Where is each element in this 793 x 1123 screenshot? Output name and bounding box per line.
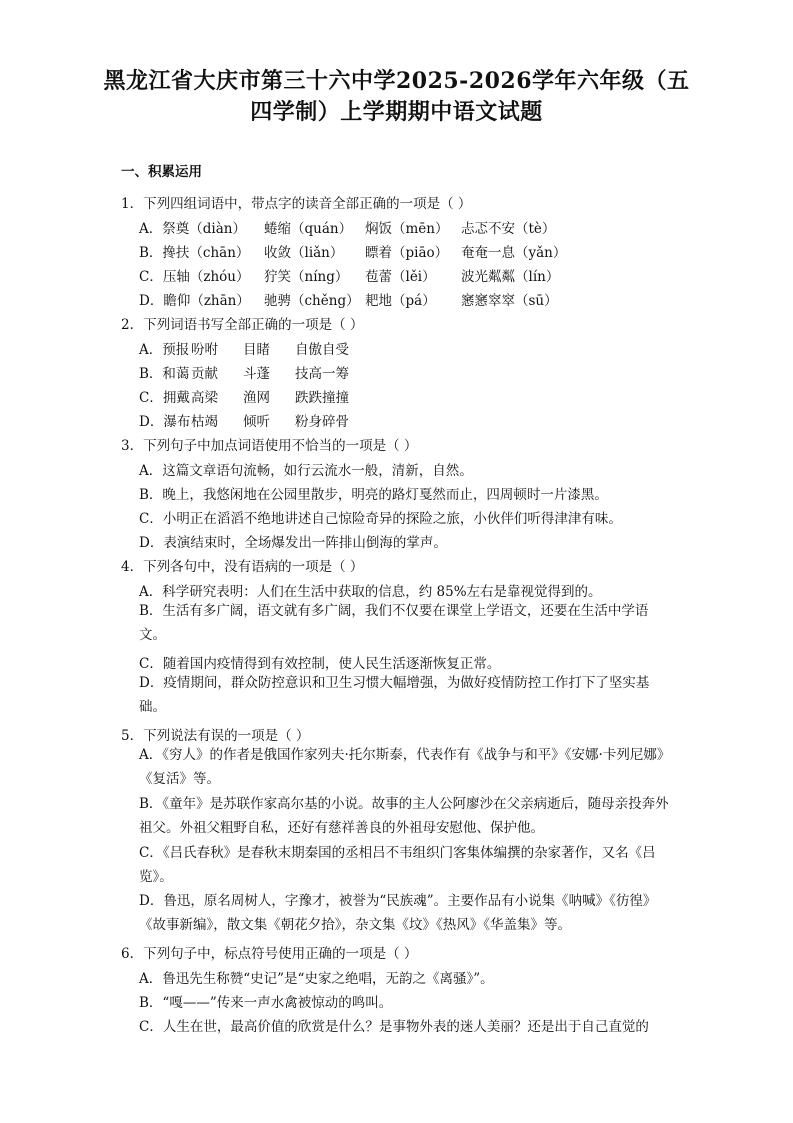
- question-6-option-a: A．鲁迅先生称赞“史记”是“史家之绝唱，无韵之《离骚》”。: [139, 971, 494, 987]
- question-2-stem: 2．下列词语书写全部正确的一项是（ ）: [121, 317, 364, 333]
- question-1-option-d: D．瞻仰（zhān） 驰骋（chěng） 耙地（pá） 窸窸窣窣（sū）: [139, 293, 558, 309]
- question-3-option-b: B．晚上，我悠闲地在公园里散步，明亮的路灯戛然而止，四周顿时一片漆黑。: [139, 487, 608, 503]
- question-2-option-b: B．和蔼 贡献 斗蓬 技高一筹: [139, 366, 349, 382]
- question-4-option-b: B．生活有多广阔，语文就有多广阔，我们不仅要在课堂上学语文，还要在生活中学语文。: [139, 603, 649, 643]
- question-5-option-a: A．《穷人》的作者是俄国作家列夫·托尔斯泰，代表作有《战争与和平》《安娜·卡列尼娜》《复活》等。: [139, 747, 664, 787]
- question-4-stem: 4．下列各句中，没有语病的一项是（ ）: [121, 559, 364, 575]
- question-2-option-c: C．拥戴高梁 渔网 跌跌撞撞: [139, 390, 349, 406]
- question-1-option-b: B．搀扶（chān） 收敛（liǎn） 瞟着（piāo） 奄奄一息（yǎn）: [139, 245, 567, 261]
- question-6-option-c: C．人生在世，最高价值的欣赏是什么？是事物外表的迷人美丽？还是出于自己直觉的: [139, 1019, 649, 1035]
- question-4-option-d: D．疫情期间，群众防控意识和卫生习惯大幅增强，为做好疫情防控工作打下了坚实基础。: [139, 675, 650, 715]
- question-2-option-d: D．瀑布枯竭 倾听 粉身碎骨: [139, 414, 349, 430]
- question-3-option-d: D．表演结束时，全场爆发出一阵排山倒海的掌声。: [139, 535, 447, 551]
- question-4-option-c: C．随着国内疫情得到有效控制，使人民生活逐渐恢复正常。: [139, 656, 501, 672]
- question-3-stem: 3．下列句子中加点词语使用不恰当的一项是（ ）: [121, 438, 418, 454]
- question-1-stem: 1．下列四组词语中，带点字的读音全部正确的一项是（ ）: [121, 196, 472, 212]
- section-heading: 一、积累运用: [121, 164, 202, 180]
- question-4-option-a: A．科学研究表明：人们在生活中获取的信息，约 85%左右是靠视觉得到的。: [139, 584, 602, 600]
- page-title: 黑龙江省大庆市第三十六中学2025-2026学年六年级（五四学制）上学期期中语文试题: [103, 68, 690, 125]
- question-3-option-a: A．这篇文章语句流畅，如行云流水一般，清新，自然。: [139, 463, 473, 479]
- question-3-option-c: C．小明正在滔滔不绝地讲述自己惊险奇异的探险之旅，小伙伴们听得津津有味。: [139, 511, 622, 527]
- question-1-option-a: A．祭奠（diàn） 蜷缩（quán） 焖饭（mēn） 忐忑不安（tè）: [139, 221, 556, 237]
- question-5-option-c: C．《吕氏春秋》是春秋末期秦国的丞相吕不韦组织门客集体编撰的杂家著作，又名《吕览》。: [139, 845, 656, 885]
- question-5-option-b: B．《童年》是苏联作家高尔基的小说。故事的主人公阿廖沙在父亲病逝后，随母亲投奔外祖父。外祖父粗野自私，还好有慈祥善良的外祖母安慰他、保护他。: [139, 796, 669, 836]
- question-6-option-b: B．“嘎——”传来一声水禽被惊动的鸣叫。: [139, 995, 393, 1011]
- question-5-stem: 5．下列说法有误的一项是（ ）: [121, 728, 310, 744]
- question-5-option-d: D．鲁迅，原名周树人，字豫才，被誉为“民族魂”。主要作品有小说集《呐喊》《彷徨》《故事新编》，散文集《朝花夕拾》，杂文集《坟》《热风》《华盖集》等。: [139, 893, 657, 933]
- question-1-option-c: C．压轴（zhóu） 狞笑（níng） 苞蕾（lěi） 波光粼粼（lín）: [139, 269, 560, 285]
- question-2-option-a: A．预报 吩咐 目睹 自傲自受: [139, 342, 349, 358]
- question-6-stem: 6．下列句子中，标点符号使用正确的一项是（ ）: [121, 946, 418, 962]
